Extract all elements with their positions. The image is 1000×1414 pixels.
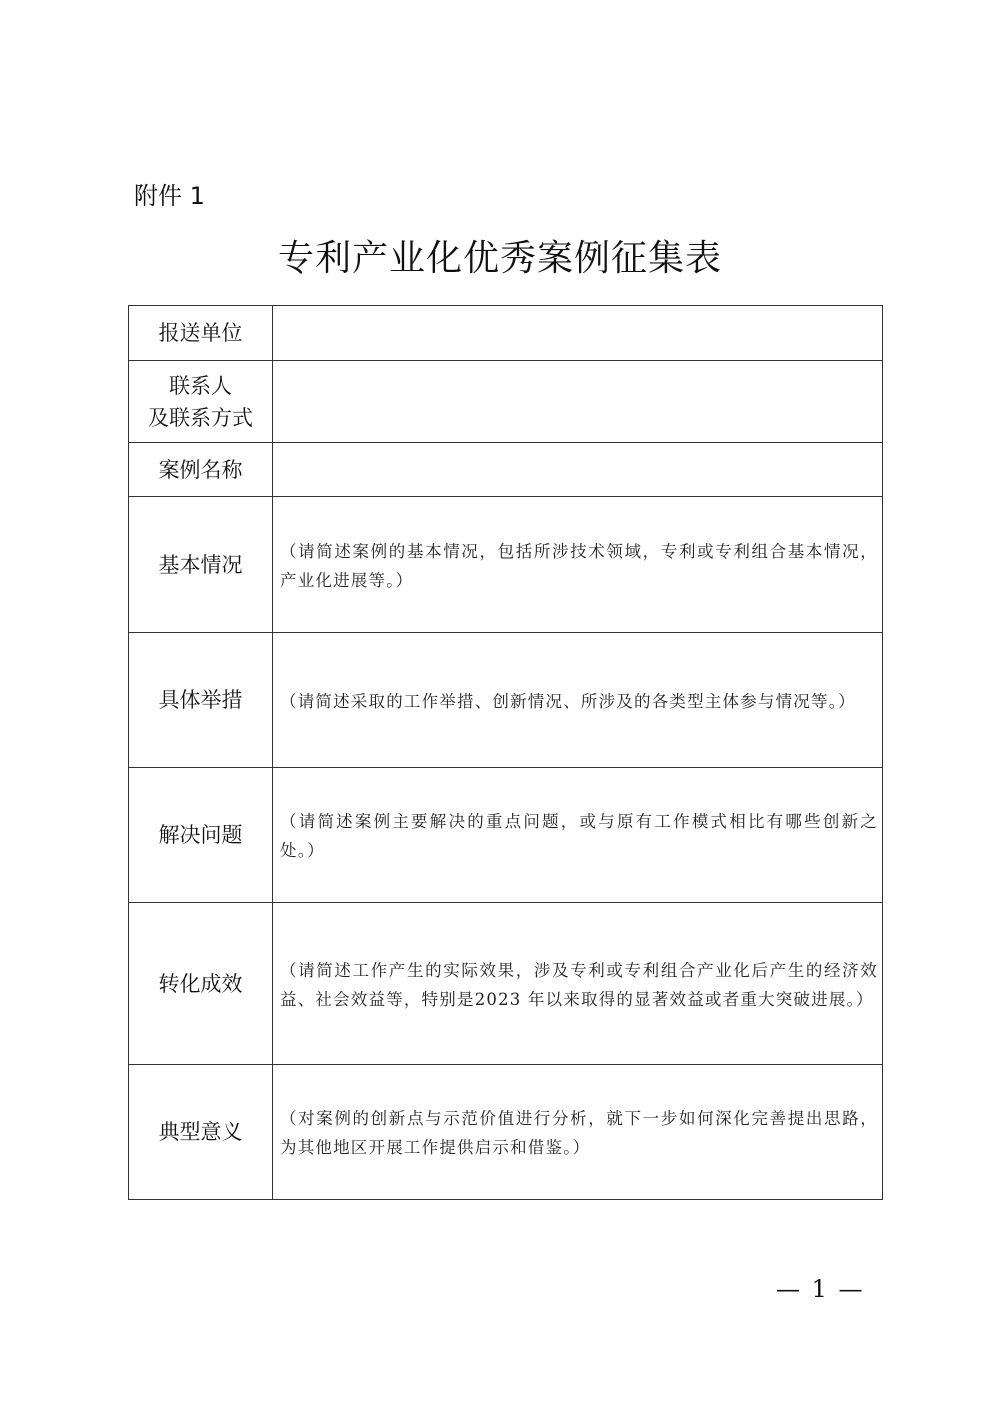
field-hint [273,332,882,334]
field-reporting-unit[interactable] [273,306,883,361]
label-text: 转化成效 [158,971,243,996]
label-results [129,903,273,1065]
field-significance[interactable] [273,1065,883,1200]
form-row-significance [129,1065,883,1200]
field-problems-solved[interactable] [273,768,883,903]
label-text: 联系人 [169,373,232,398]
field-contact[interactable] [273,361,883,443]
label-text: 解决问题 [158,823,243,847]
field-hint: （请简述工作产生的实际效果，涉及专利或专利组合产业化后产生的经济效益、社会效益等，特别是2023 年以来取得的显著效益或者重大突破进展。） [280,960,878,1009]
attachment-label: 附件 1 [134,182,205,210]
label-text: 及联系方式 [148,405,253,430]
form-row-measures [129,633,883,768]
document-title: 专利产业化优秀案例征集表 [277,238,722,279]
field-results[interactable] [273,903,883,1065]
field-basic-info[interactable] [273,497,883,633]
form-row-problems-solved [129,768,883,903]
field-hint [273,401,882,403]
case-collection-form [128,305,883,1200]
form-row-results [129,903,883,1065]
label-case-name [129,443,273,497]
form-row-reporting-unit [129,306,883,361]
page-number: — 1 — [776,1275,865,1303]
label-text: 基本情况 [158,552,243,577]
label-reporting-unit [129,306,273,361]
field-case-name[interactable] [273,443,883,497]
field-hint: （请简述采取的工作举措、创新情况、所涉及的各类型主体参与情况等。） [280,691,856,711]
field-hint: （请简述案例的基本情况，包括所涉技术领域，专利或专利组合基本情况，产业化进展等。） [280,541,878,590]
label-contact [129,361,273,443]
label-text: 具体举措 [158,688,243,712]
field-hint: （请简述案例主要解决的重点问题，或与原有工作模式相比有哪些创新之处。） [280,812,878,860]
field-hint: （对案例的创新点与示范价值进行分析，就下一步如何深化完善提出思路，为其他地区开展工作提供启示和借鉴。） [280,1109,878,1157]
label-text: 典型意义 [158,1120,243,1144]
form-row-case-name [129,443,883,497]
label-text: 报送单位 [158,321,243,345]
label-problems-solved [129,768,273,903]
label-basic-info [129,497,273,633]
field-measures[interactable] [273,633,883,768]
form-row-basic-info [129,497,883,633]
form-row-contact [129,361,883,443]
label-significance [129,1065,273,1200]
label-measures [129,633,273,768]
label-text: 案例名称 [158,457,243,482]
field-hint [273,469,882,471]
